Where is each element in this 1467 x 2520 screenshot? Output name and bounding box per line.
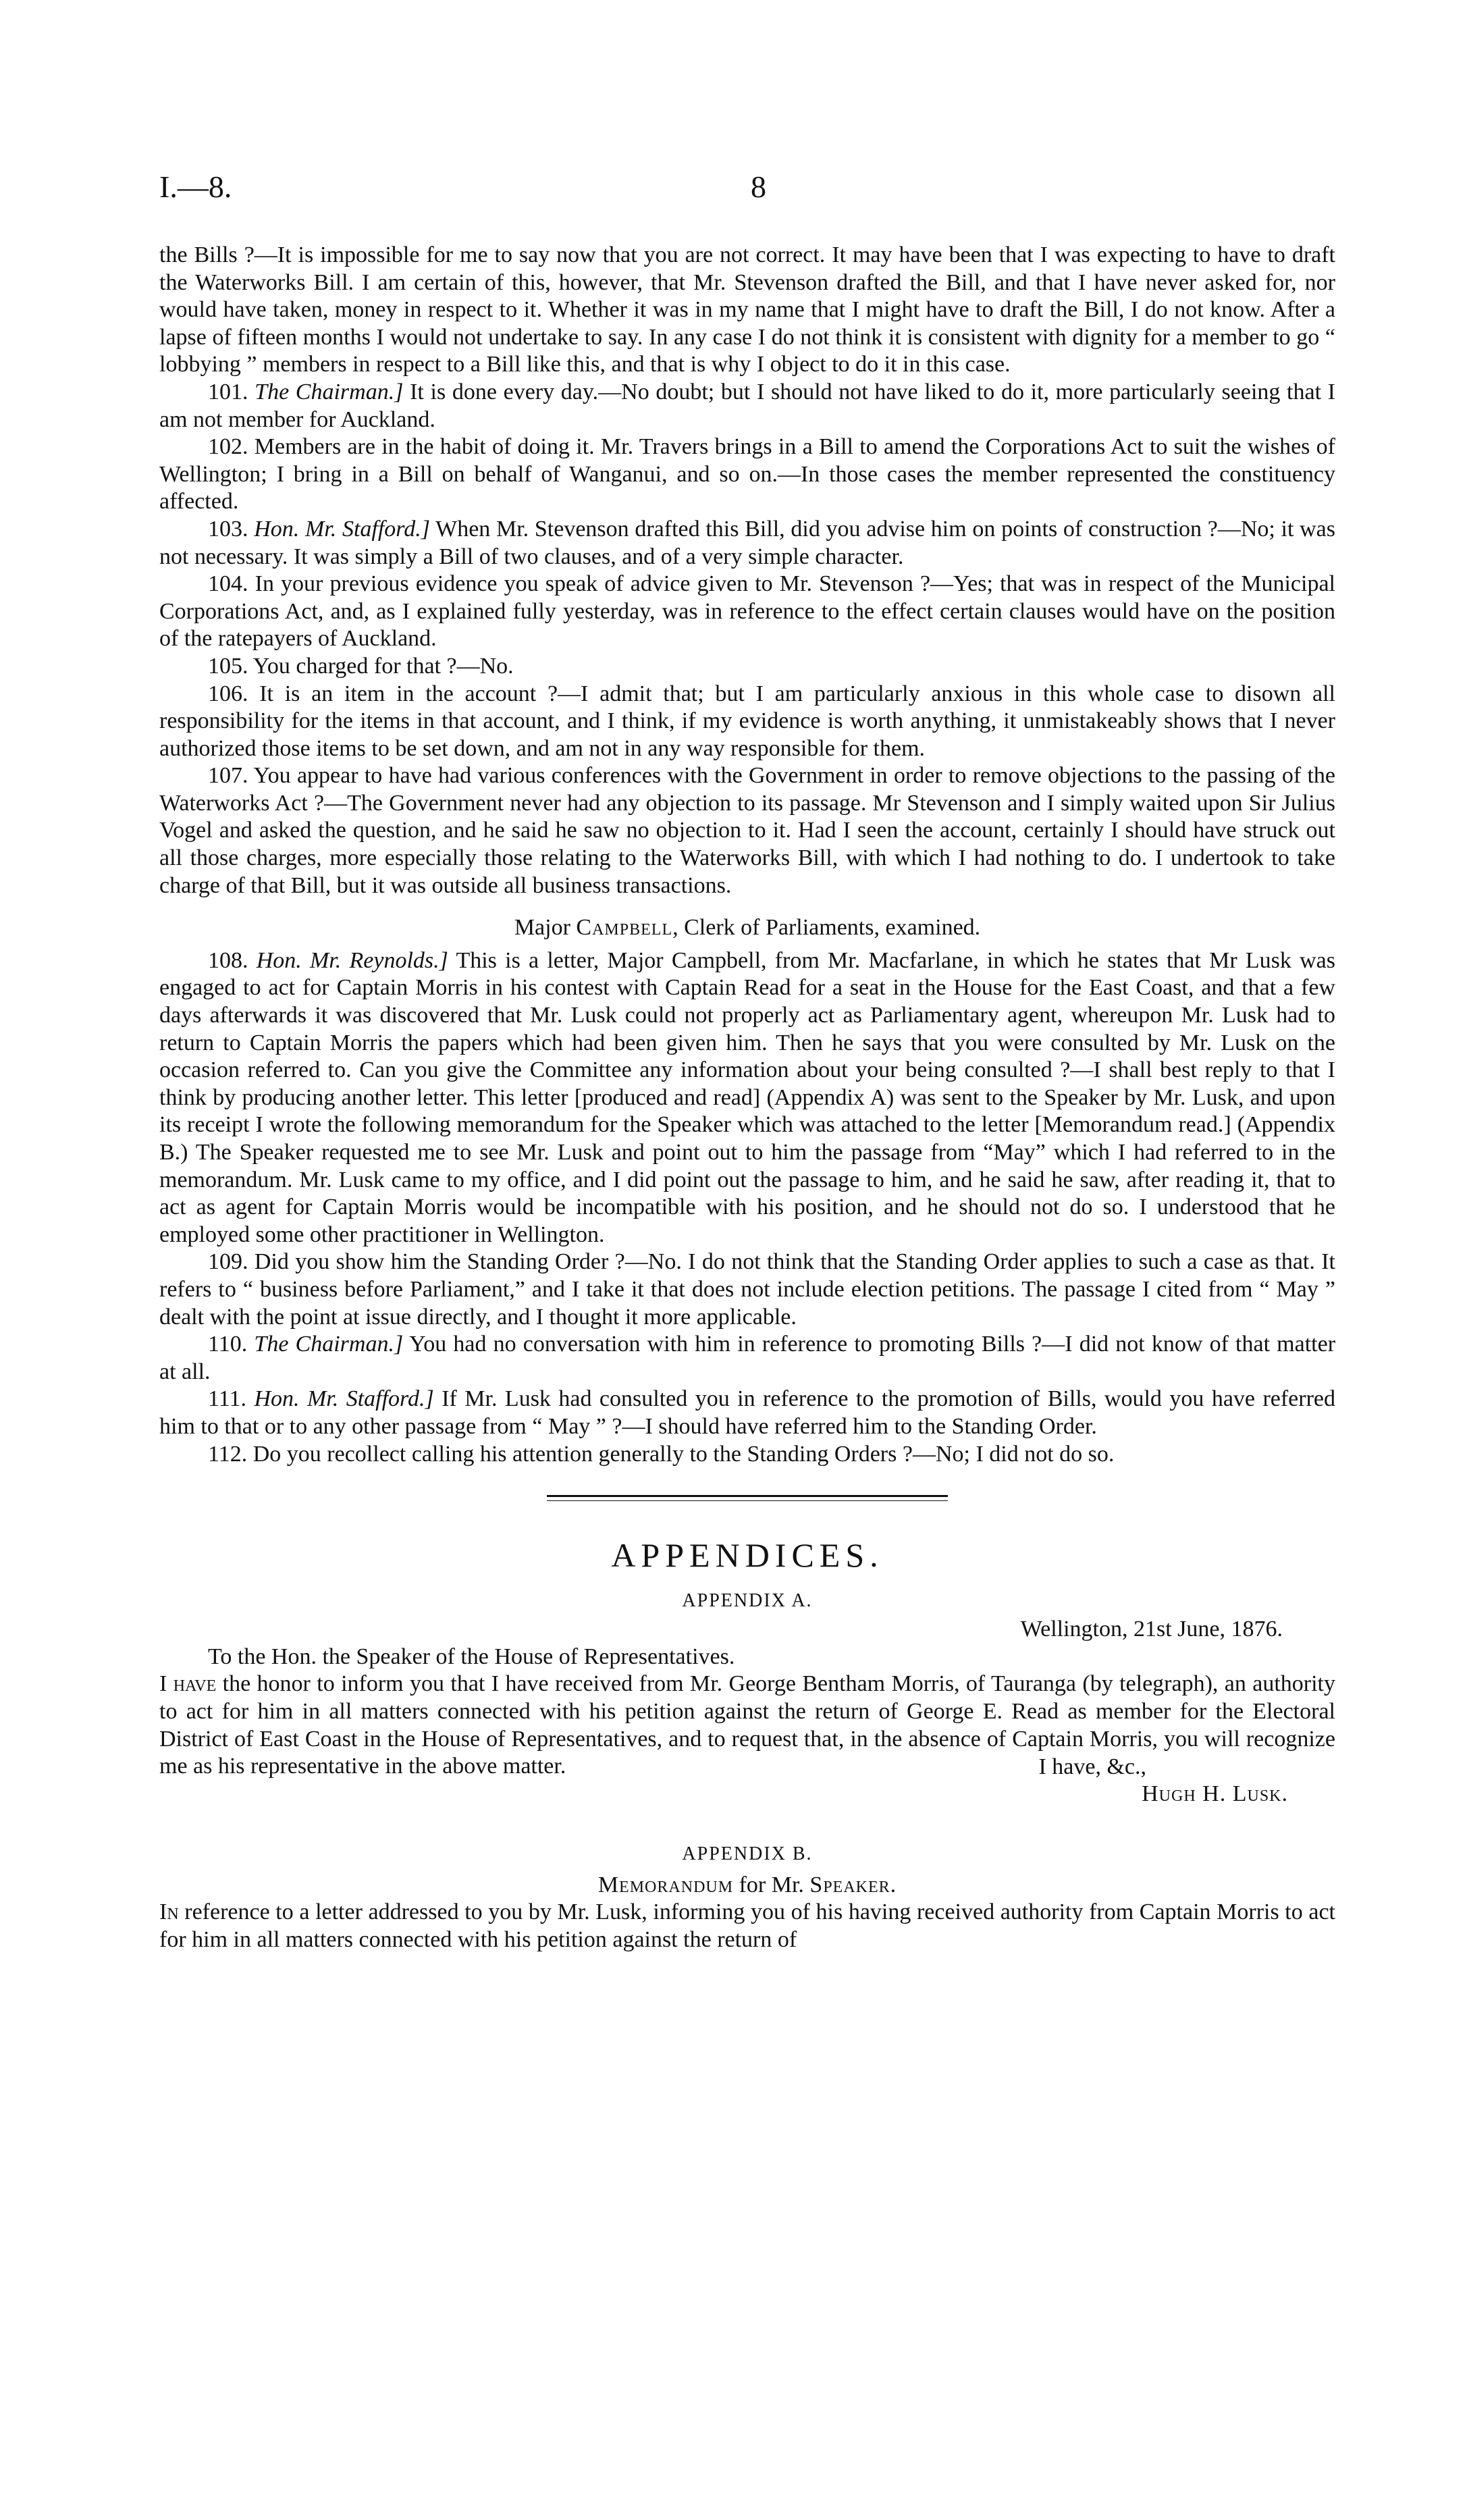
appendix-b-memorandum [159,1872,1335,1954]
appendix-a-heading: APPENDIX A. [682,1590,813,1612]
question-108: 108. Hon. Mr. Reynolds.] This is a letter, Major Campbell, from Mr. Macfarlane, in which he states that Mr Lusk was engaged to act for Captain Morris in his contest with Captain Read for a seat in the House for the East Coast, and that a few days afterwards it was discovered that Mr. Lusk could not properly act as Parliamentary agent, whereupon Mr. Lusk had to return to Captain Morris the papers which had been given him. Then he says that you were consulted by Mr. Lusk on the occasion referred to. Can you give the Committee any information about your being consulted ?—I shall best reply to that I think by producing another letter. This letter [produced and read] (Appendix A) was sent to the Speaker by Mr. Lusk, and upon its receipt I wrote the following memorandum for the Speaker which was attached to the letter [Memorandum read.] (Appendix B.) The Speaker requested me to see Mr. Lusk and point out to him the passage from “May” which I had referred to in the memorandum. Mr. Lusk came to my office, and I did point out the passage to him, and he said he saw, after reading it, that to act as agent for Captain Morris would be incompatible with his position, and he should not do so. I understood that he employed some other practitioner in Wellington. [159,947,1336,1247]
memorandum-subheading: Memorandum for Mr. Speaker. [597,1872,897,1897]
speaker-name: Hon. Mr. Stafford.] [254,516,431,542]
question-103: 103. Hon. Mr. Stafford.] When Mr. Stevenson drafted this Bill, did you advise him on points of construction ?—No; it was not necessary. It was simply a Bill of two clauses, and of a very simple character. [159,516,1336,569]
paper-reference: I.—8. [159,169,232,204]
question-101: 101. The Chairman.] It is done every day.—No doubt; but I should not have liked to do it, more particularly seeing that I am not member for Auckland. [159,379,1336,432]
question-110: 110. The Chairman.] You had no conversation with him in reference to promoting Bills ?—I did not know of that matter at all. [159,1332,1336,1384]
memorandum-body: In reference to a letter addressed to you by Mr. Lusk, informing you of his having received authority from Captain Morris to act for him in all matters connected with his petition against the return of [159,1899,1335,1953]
speaker-name: Hon. Mr. Stafford.] [254,1386,434,1412]
evidence-text [159,242,1335,1468]
appendices-title: APPENDICES. [611,1536,884,1575]
page-header [159,169,1335,223]
document-page [159,169,1335,1954]
letter-closing: I have, &c., [1038,1754,1146,1779]
page-number: 8 [751,169,766,204]
question-104: 104. In your previous evidence you speak of advice given to Mr. Stevenson ?—Yes; that was in respect of the Municipal Corporations Act, and, as I explained fully yesterday, was in reference to the effect certain clauses would have on the position of the ratepayers of Auckland. [159,571,1335,652]
letter-dateline: Wellington, 21st June, 1876. [1020,1617,1283,1642]
letter-body: I have the honor to inform you that I have received from Mr. George Bentham Morris, of Tauranga (by telegraph), an authority to act for him in all matters connected with his petition against the return of George E. Read as member for the Electoral District of East Coast in the House of Representatives, and to request that, in the absence of Captain Morris, you will recognize me as his representative in the above matter. [159,1671,1335,1779]
question-109: 109. Did you show him the Standing Order ?—No. I do not think that the Standing Order applies to such a case as that. It refers to “ business before Parliament,” and I take it that does not include election petitions. The passage I cited from “ May ” dealt with the point at issue directly, and I thought it more applicable. [159,1249,1335,1330]
letter-salutation: To the Hon. the Speaker of the House of Representatives. [208,1644,735,1669]
witness-name: Campbell [576,915,673,941]
paragraph-continued: the Bills ?—It is impossible for me to say now that you are not correct. It may have been that I was expecting to have to draft the Waterworks Bill. I am certain of this, however, that Mr. Stevenson drafted the Bill, and that I have never asked for, nor would have taken, money in respect to it. Whether it was in my name that I might have to draft the Bill, I do not know. After a lapse of fifteen months I would not undertake to say. In any case I do not think it is consistent with dignity for a member to go “ lobbying ” members in respect to a Bill like this, and that is why I object to do it in this case. [159,242,1335,377]
appendix-b-heading: APPENDIX B. [682,1843,813,1864]
appendix-a-letter [159,1616,1335,1808]
question-112: 112. Do you recollect calling his attention generally to the Standing Orders ?—No; I did not do so. [208,1441,1115,1467]
question-105: 105. You charged for that ?—No. [208,653,514,679]
section-divider [547,1495,948,1501]
witness-heading: Major Campbell, Clerk of Parliaments, examined. [514,915,981,941]
letter-signature: Hugh H. Lusk. [1142,1781,1288,1807]
question-107: 107. You appear to have had various conferences with the Government in order to remove objections to the passing of the Waterworks Act ?—The Government never had any objection to its passage. Mr Stevenson and I simply waited upon Sir Julius Vogel and asked the question, and he said he saw no objection to it. Had I seen the account, certainly I should have struck out all those charges, more especially those relating to the Waterworks Bill, with which I had nothing to do. I undertook to take charge of that Bill, but it was outside all business transactions. [159,763,1335,898]
question-106: 106. It is an item in the account ?—I admit that; but I am particularly anxious in this whole case to disown all responsibility for the items in that account, and I think, if my evidence is worth anything, it unmistakeably shows that I never authorized those items to be set down, and am not in any way responsible for them. [159,681,1335,761]
speaker-name: The Chairman.] [254,1332,404,1357]
question-111: 111. Hon. Mr. Stafford.] If Mr. Lusk had consulted you in reference to the promotion of Bills, would you have referred him to that or to any other passage from “ May ” ?—I should have referred him to the Standing Order. [159,1386,1336,1439]
speaker-name: The Chairman.] [255,379,404,404]
question-102: 102. Members are in the habit of doing it. Mr. Travers brings in a Bill to amend the Corporations Act to suit the wishes of Wellington; I bring in a Bill on behalf of Wanganui, and so on.—In those cases the member represented the constituency affected. [159,434,1335,515]
speaker-name: Hon. Mr. Reynolds.] [256,947,448,973]
